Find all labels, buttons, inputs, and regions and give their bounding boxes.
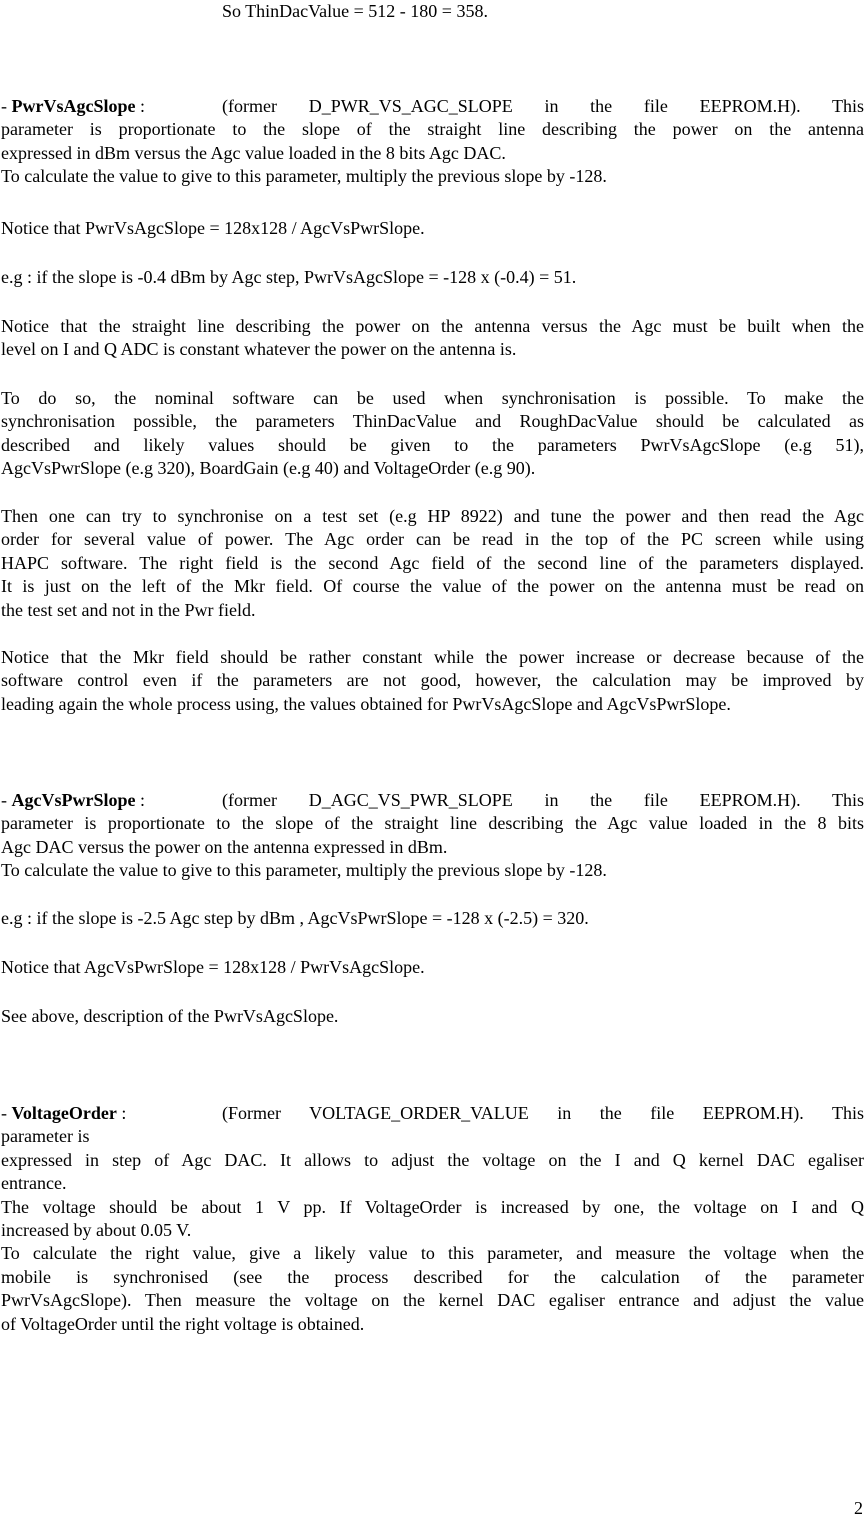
text-line: expressed in dBm versus the Agc value loaded in the 8 bits Agc DAC. — [1, 142, 506, 163]
dash: - — [1, 96, 12, 116]
text-line: Notice that the Mkr field should be rather constant while the power increase or decrease because of the — [1, 647, 864, 667]
parameter-label — [1, 789, 222, 812]
parameter-description: (former D_PWR_VS_AGC_SLOPE in the file EEPROM.H). This — [222, 96, 864, 116]
text-line: To do so, the nominal software can be used when synchronisation is possible. To make the — [1, 388, 864, 408]
paragraph — [1, 266, 864, 289]
text-line: expressed in step of Agc DAC. It allows to adjust the voltage on the I and Q kernel DAC egaliser — [1, 1149, 864, 1170]
parameter-name: PwrVsAgcSlope — [11, 96, 136, 116]
separator: : — [135, 790, 146, 810]
text-line: mobile is synchronised (see the process described for the calculation of the parameter — [1, 1266, 864, 1287]
text-line: To calculate the value to give to this parameter, multiply the previous slope by -128. — [1, 166, 607, 187]
parameter-heading — [1, 1102, 864, 1125]
text-line: of VoltageOrder until the right voltage is obtained. — [1, 1313, 365, 1334]
text-line: Notice that AgcVsPwrSlope = 128x128 / PwrVsAgcSlope. — [1, 957, 425, 977]
text-line: software control even if the parameters are not good, however, the calculation may be improved by — [1, 670, 864, 691]
paragraph — [1, 907, 864, 930]
text-line: parameter is proportionate to the slope of the straight line describing the Agc value loaded in the 8 bits — [1, 813, 864, 834]
text-line: the test set and not in the Pwr field. — [1, 599, 256, 620]
paragraph — [1, 646, 864, 716]
text-line: Then one can try to synchronise on a test set (e.g HP 8922) and tune the power and then read the Agc — [1, 506, 864, 526]
paragraph — [1, 505, 864, 622]
parameter-name: AgcVsPwrSlope — [11, 790, 136, 810]
text-line: e.g : if the slope is -0.4 dBm by Agc step, PwrVsAgcSlope = -128 x (-0.4) = 51. — [1, 267, 577, 287]
parameter-name: VoltageOrder — [11, 1103, 117, 1123]
intro-line: So ThinDacValue = 512 - 180 = 358. — [222, 1, 488, 21]
parameter-label — [1, 1102, 222, 1125]
parameter-section-agcvspwrslope — [1, 789, 864, 883]
dash: - — [1, 790, 12, 810]
text-line: e.g : if the slope is -2.5 Agc step by dBm , AgcVsPwrSlope = -128 x (-2.5) = 320. — [1, 908, 589, 928]
text-line: Notice that the straight line describing the power on the antenna versus the Agc must be built when the — [1, 316, 864, 336]
parameter-section-pwrvsagcslope — [1, 95, 864, 189]
text-line: synchronisation possible, the parameters ThinDacValue and RoughDacValue should be calculated as — [1, 411, 864, 432]
text-line: entrance. — [1, 1173, 67, 1194]
text-line: It is just on the left of the Mkr field. Of course the value of the power on the antenna must be read on — [1, 576, 864, 597]
text-line: described and likely values should be given to the parameters PwrVsAgcSlope (e.g 51), — [1, 434, 864, 455]
parameter-description: (former D_AGC_VS_PWR_SLOPE in the file EEPROM.H). This — [222, 790, 864, 810]
text-line: HAPC software. The right field is the second Agc field of the second line of the parameters displayed. — [1, 552, 864, 573]
text-line: PwrVsAgcSlope). Then measure the voltage on the kernel DAC egaliser entrance and adjust the value — [1, 1290, 864, 1311]
parameter-description: (Former VOLTAGE_ORDER_VALUE in the file EEPROM.H). This — [222, 1103, 864, 1123]
text-line: increased by about 0.05 V. — [1, 1219, 192, 1240]
dash: - — [1, 1103, 12, 1123]
parameter-label — [1, 95, 222, 118]
parameter-heading — [1, 95, 864, 118]
page-number: 2 — [854, 1498, 863, 1518]
parameter-section-voltageorder — [1, 1102, 864, 1336]
paragraph — [1, 315, 864, 362]
text-line: parameter is — [1, 1126, 90, 1147]
separator: : — [135, 96, 146, 116]
parameter-heading — [1, 789, 864, 812]
separator: : — [116, 1103, 127, 1123]
paragraph — [1, 387, 864, 481]
text-line: Agc DAC versus the power on the antenna expressed in dBm. — [1, 836, 448, 857]
text-line: leading again the whole process using, the values obtained for PwrVsAgcSlope and AgcVsPwrSlope. — [1, 693, 731, 714]
text-line: parameter is proportionate to the slope of the straight line describing the power on the antenna — [1, 119, 864, 140]
text-line: level on I and Q ADC is constant whatever the power on the antenna is. — [1, 339, 517, 360]
text-line: The voltage should be about 1 V pp. If VoltageOrder is increased by one, the voltage on I and Q — [1, 1196, 864, 1217]
paragraph — [1, 1005, 864, 1028]
text-line: To calculate the right value, give a likely value to this parameter, and measure the voltage when the — [1, 1243, 864, 1264]
text-line: Notice that PwrVsAgcSlope = 128x128 / AgcVsPwrSlope. — [1, 218, 425, 238]
text-line: order for several value of power. The Agc order can be read in the top of the PC screen while using — [1, 529, 864, 550]
text-line: AgcVsPwrSlope (e.g 320), BoardGain (e.g 40) and VoltageOrder (e.g 90). — [1, 458, 536, 479]
text-line: See above, description of the PwrVsAgcSlope. — [1, 1006, 339, 1026]
paragraph — [1, 956, 864, 979]
text-line: To calculate the value to give to this parameter, multiply the previous slope by -128. — [1, 860, 607, 881]
paragraph — [1, 217, 864, 240]
